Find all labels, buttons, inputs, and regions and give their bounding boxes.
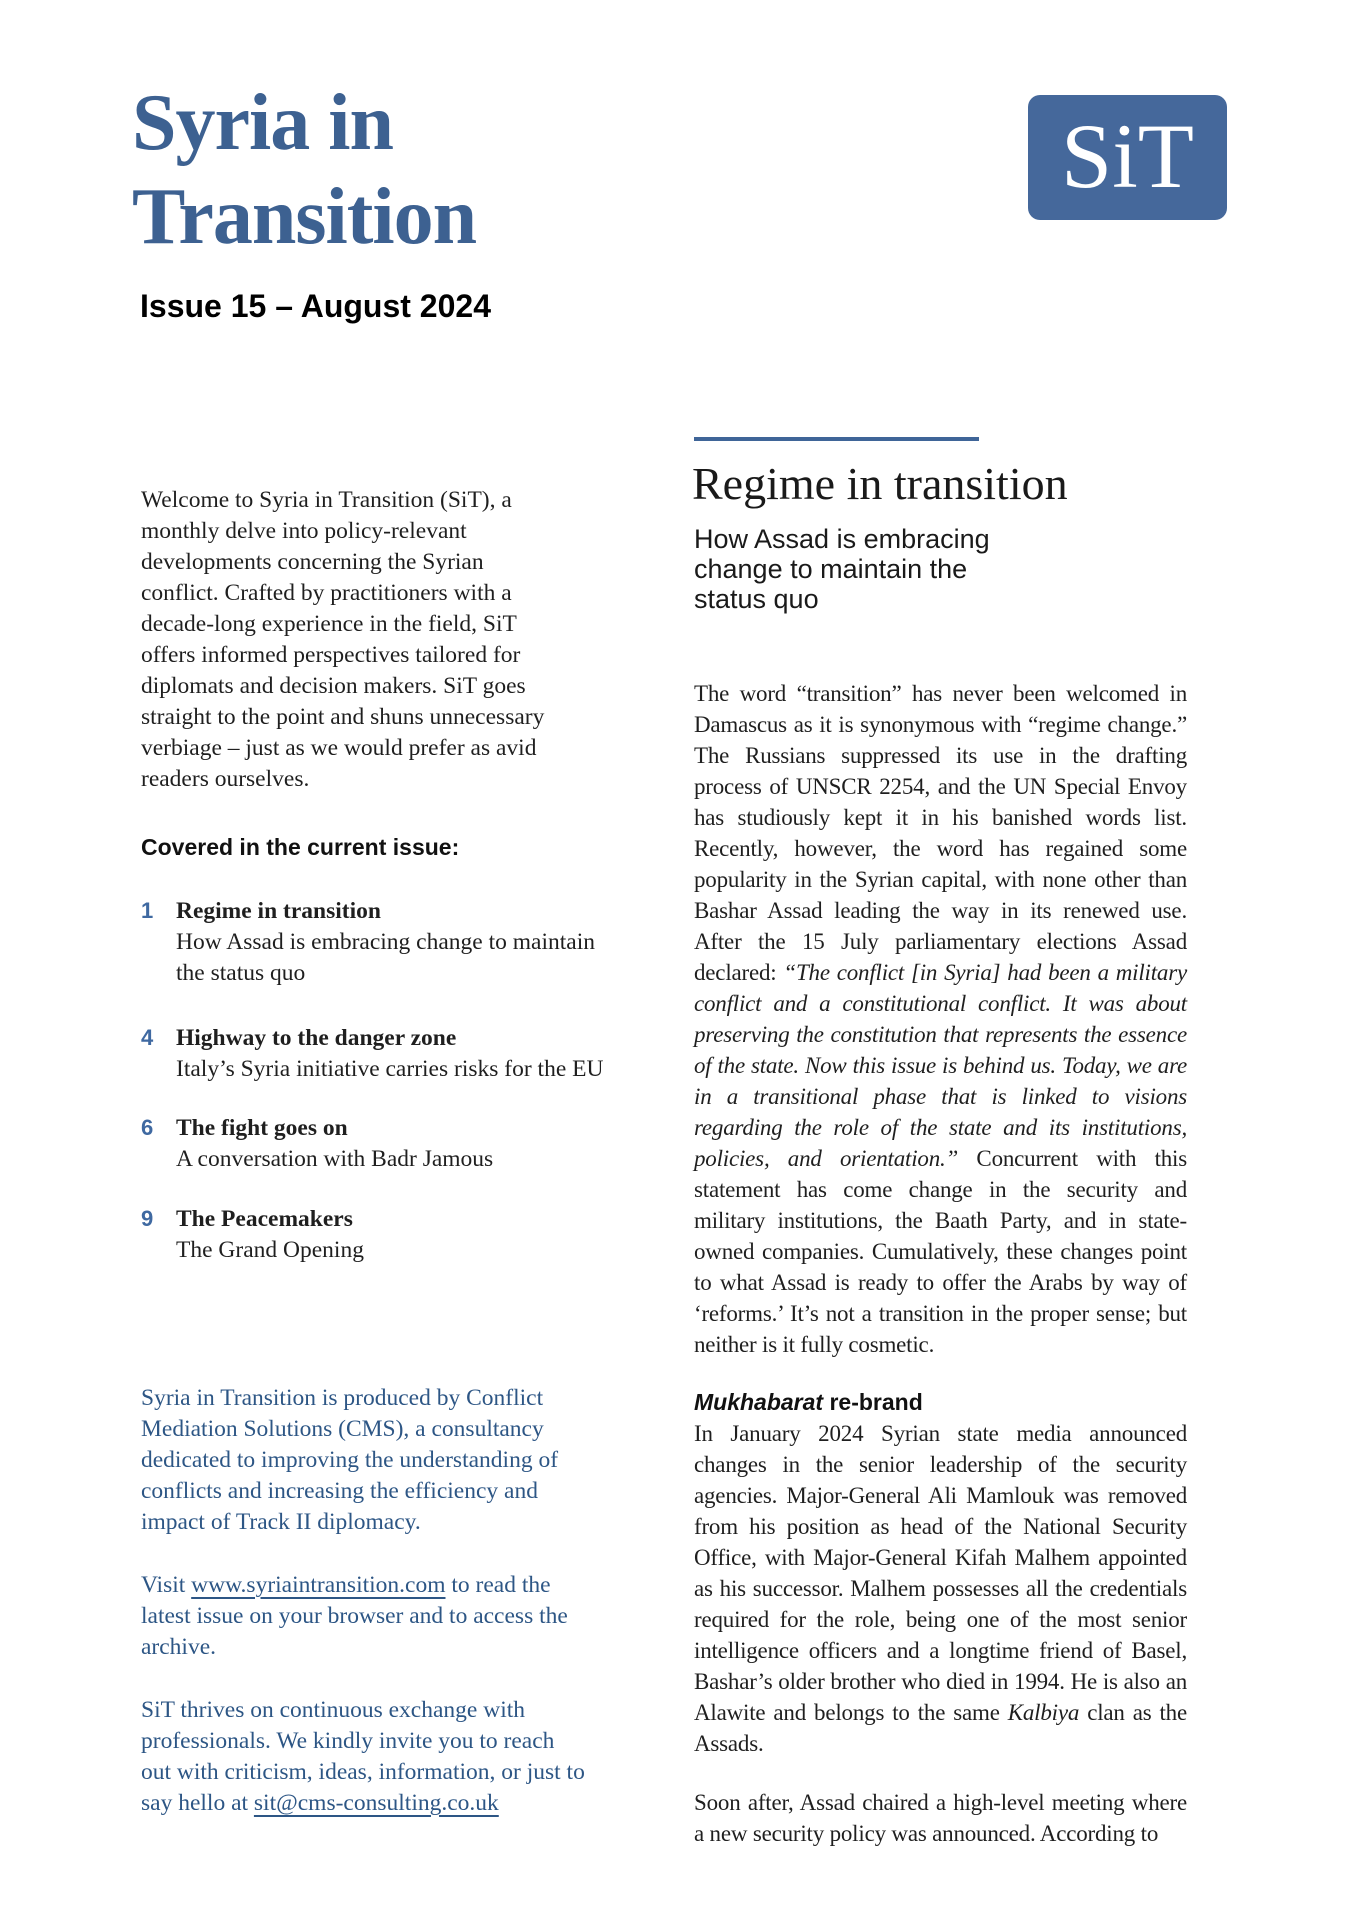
article-paragraph-3: Soon after, Assad chaired a high-level meeting where a new security policy was announced. According to — [694, 1790, 1187, 1846]
article-body — [694, 678, 1187, 1849]
contact-paragraph — [141, 1695, 589, 1819]
toc-item-title: Highway to the danger zone — [176, 1025, 457, 1051]
toc-page-number: 4 — [141, 1025, 154, 1050]
issue-date: Issue 15 – August 2024 — [140, 288, 491, 324]
para2-italic: Kalbiya — [1007, 1700, 1080, 1725]
para1-quote: “The conflict [in Syria] had been a military conflict and a constitutional conflict. It was about preserving the constitution that represents the essence of the state. Now this issue is behind us. Today, we are in a transitional phase that is linked to visions regarding the role of the state and its institutions, policies, and orientation.” — [694, 960, 1187, 1171]
toc-item-title: The fight goes on — [176, 1115, 348, 1141]
toc-page-number: 6 — [141, 1115, 154, 1140]
contact-text-pre: SiT thrives on continuous exchange with professionals. We kindly invite you to reach out with criticism, ideas, information, or just to say hello at — [141, 1696, 585, 1816]
para2-post: clan as the Assads. — [694, 1700, 1187, 1756]
page-title-line1: Syria in — [132, 79, 393, 167]
intro-paragraph: Welcome to Syria in Transition (SiT), a monthly delve into policy-relevant developments concerning the Syrian conflict. Crafted by practitioners with a decade-long experience in the field, SiT offers informed perspectives tailored for diplomats and decision makers. SiT goes straight to the point and shuns unnecessary verbiage – just as we would prefer as avid readers ourselves. — [141, 486, 545, 792]
article-paragraph-2 — [694, 1418, 1187, 1759]
toc-item — [141, 896, 651, 989]
toc-item-subtitle: The Grand Opening — [176, 1237, 364, 1263]
sit-logo-text: SiT — [1061, 104, 1194, 207]
article-paragraph-1 — [694, 678, 1187, 1360]
toc-page-number: 1 — [141, 898, 154, 923]
visit-text-pre: Visit — [141, 1571, 192, 1598]
toc-item-subtitle: How Assad is embracing change to maintain the status quo — [176, 929, 595, 986]
article-title: Regime in transition — [692, 458, 1068, 509]
section-heading-rest: re-brand — [823, 1389, 923, 1415]
toc-item — [141, 1023, 651, 1085]
toc-item-subtitle: A conversation with Badr Jamous — [176, 1146, 494, 1172]
toc-item — [141, 1204, 651, 1266]
para2-pre: In January 2024 Syrian state media announced changes in the senior leadership of the security agencies. Major-General Ali Mamlouk was removed from his position as head of the National Security Office, with Major-General Kifah Malhem appointed as his successor. Malhem possesses all the credentials required for the role, being one of the most senior intelligence officers and a longtime friend of Basel, Bashar’s older brother who died in 1994. He is also an Alawite and belongs to the same — [694, 1421, 1187, 1725]
about-paragraph: Syria in Transition is produced by Conflict Mediation Solutions (CMS), a consultancy dedicated to improving the understanding of conflicts and increasing the efficiency and impact of Track II diplomacy. — [141, 1384, 559, 1535]
page-title — [132, 76, 476, 264]
toc-heading: Covered in the current issue: — [141, 834, 460, 860]
article-divider-rule — [694, 437, 979, 441]
toc-page-number: 9 — [141, 1206, 154, 1231]
email-link[interactable]: sit@cms-consulting.co.uk — [253, 1789, 499, 1816]
website-link[interactable]: www.syriaintransition.com — [191, 1571, 446, 1598]
toc-item — [141, 1113, 651, 1175]
visit-text-post: to read the latest issue on your browser and to access the archive. — [141, 1571, 568, 1660]
article-subtitle: How Assad is embracing change to maintain the status quo — [694, 524, 990, 614]
para1-post: Concurrent with this statement has come change in the security and military institutions, the Baath Party, and in state-owned companies. Cumulatively, these changes point to what Assad is ready to offer the Arabs by way of ‘reforms.’ It’s not a transition in the proper sense; but neither is it fully cosmetic. — [694, 1146, 1187, 1357]
section-heading — [694, 1387, 1187, 1418]
toc-item-title: The Peacemakers — [176, 1206, 353, 1232]
visit-paragraph — [141, 1570, 569, 1663]
toc-item-title: Regime in transition — [176, 898, 381, 924]
page-title-line2: Transition — [132, 173, 477, 261]
para1-pre: The word “transition” has never been welcomed in Damascus as it is synonymous with “regime change.” The Russians suppressed its use in the drafting process of UNSCR 2254, and the UN Special Envoy has studiously kept it in his banished words list. Recently, however, the word has regained some popularity in the Syrian capital, with none other than Bashar Assad leading the way in its renewed use. After the 15 July parliamentary elections Assad declared: — [694, 681, 1187, 985]
sit-logo — [1028, 95, 1227, 220]
toc-item-subtitle: Italy’s Syria initiative carries risks for the EU — [176, 1056, 604, 1082]
section-heading-italic: Mukhabarat — [694, 1389, 824, 1415]
